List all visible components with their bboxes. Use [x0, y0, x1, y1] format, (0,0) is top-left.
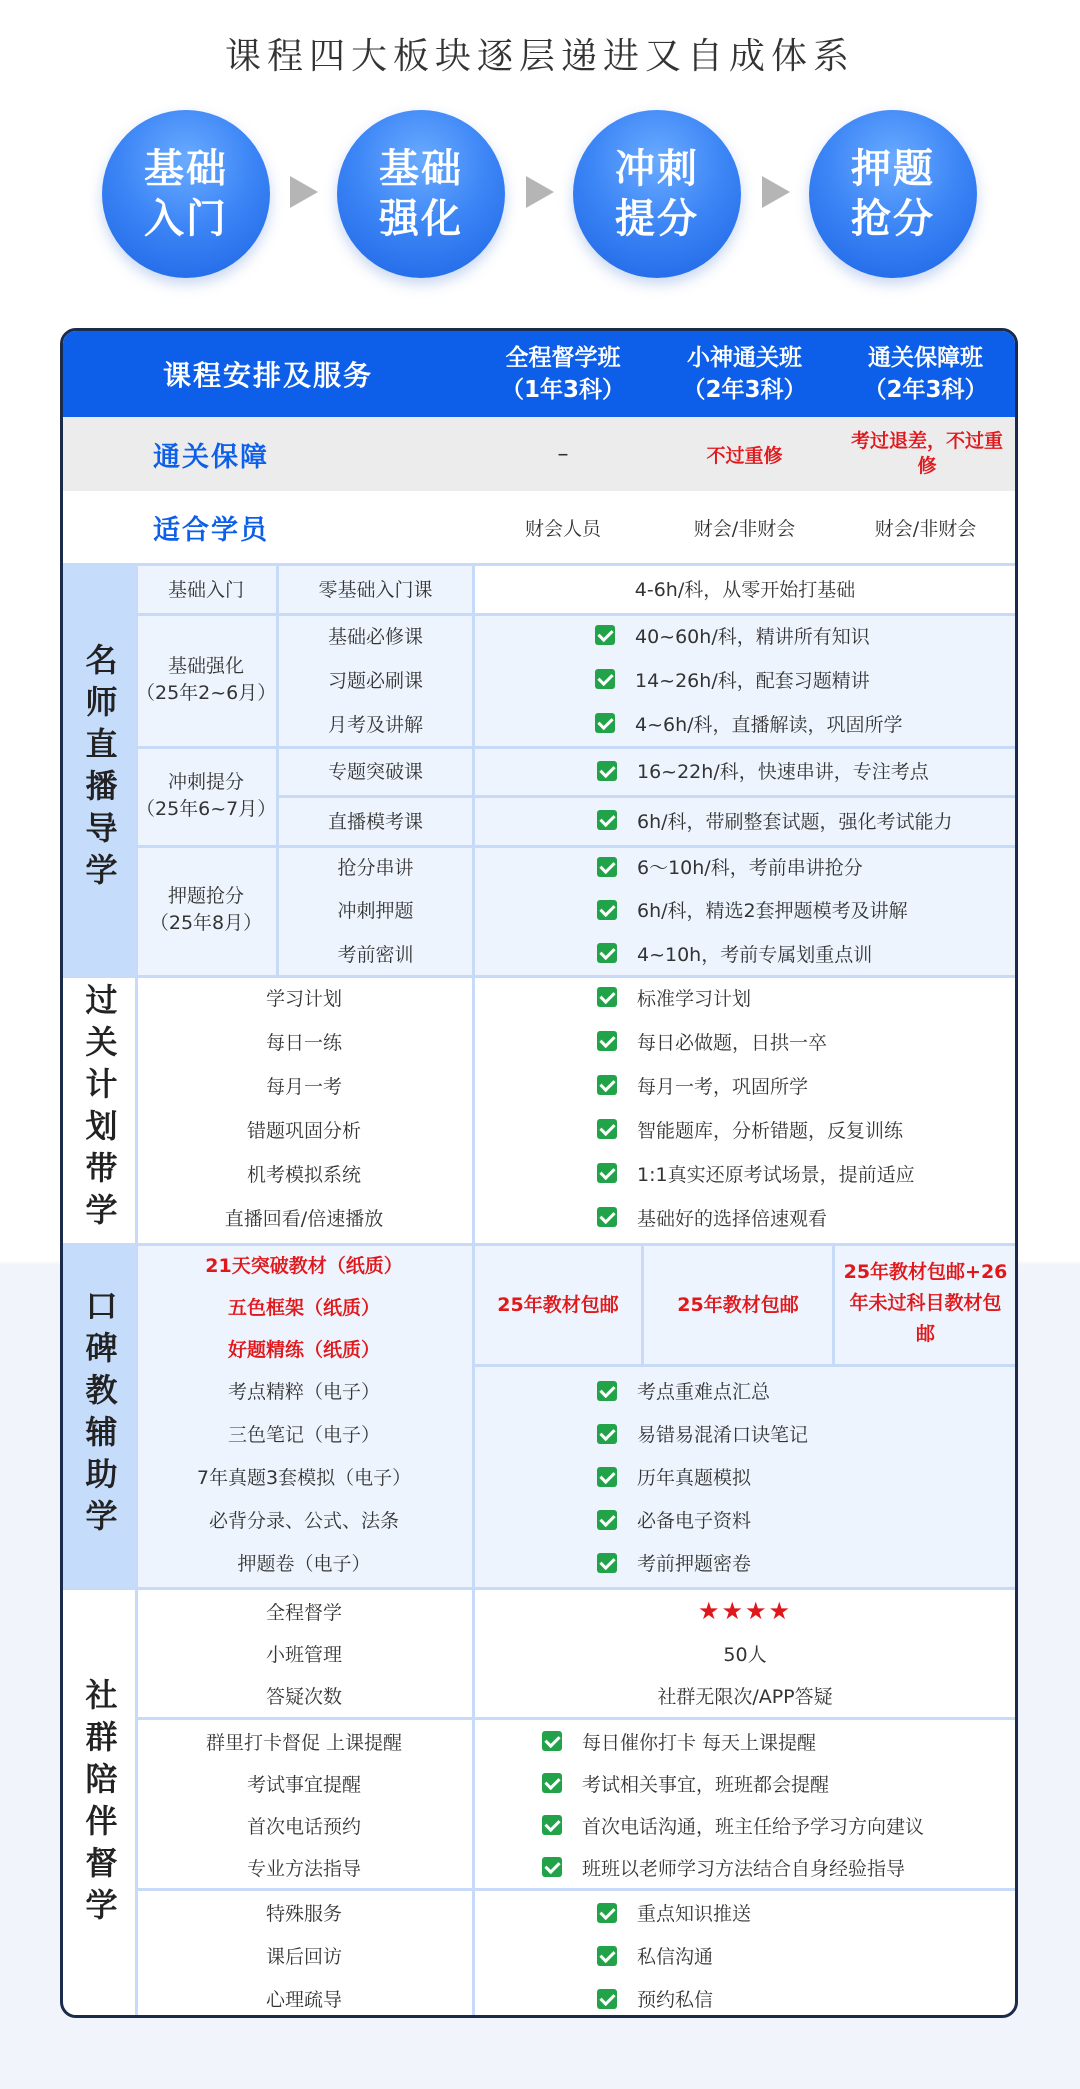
step-line: 基础 — [379, 146, 463, 192]
material-desc: 考点重难点汇总 — [637, 1381, 771, 1403]
course-desc: 40~60h/科，精讲所有知识 — [635, 625, 870, 648]
step-line: 基础 — [144, 146, 228, 192]
header-col2 — [653, 331, 836, 417]
digital-material: 押题卷（电子） — [237, 1553, 371, 1575]
check-icon — [597, 1075, 617, 1095]
service-desc: 首次电话沟通，班主任给予学习方向建议 — [582, 1815, 925, 1838]
paper-material: 好题精练（纸质） — [227, 1338, 380, 1361]
stage-period: （25年2~6月） — [136, 681, 277, 704]
feature-row — [597, 845, 863, 888]
course-table — [60, 328, 1018, 2018]
paper-material: 21天突破教材（纸质） — [205, 1254, 403, 1277]
course-name: 习题必刷课 — [327, 669, 423, 692]
stage-name: 冲刺提分 — [167, 770, 244, 793]
plan-desc: 1:1真实还原考试场景，提前适应 — [637, 1163, 915, 1186]
feature-row — [542, 1804, 924, 1846]
header-title: 课程安排及服务 — [162, 359, 373, 392]
step-line: 抢分 — [851, 196, 935, 242]
feature-row — [597, 1977, 713, 2018]
service-item: 考试事宜提醒 — [246, 1773, 361, 1796]
service-item: 全程督学 — [265, 1601, 342, 1624]
service-desc: 私信沟通 — [637, 1946, 714, 1968]
header-col3 — [836, 331, 1015, 417]
course-name: 直播模考课 — [327, 810, 423, 833]
stage-basic-intro: 基础入门 — [167, 578, 244, 601]
stage-name: 基础强化 — [167, 654, 244, 677]
digital-material: 三色笔记（电子） — [227, 1424, 380, 1446]
service-item: 群里打卡督促 上课提醒 — [205, 1731, 403, 1754]
course-name: 专题突破课 — [327, 761, 423, 783]
feature-row — [597, 888, 908, 931]
col2-name: 小神通关班 — [687, 345, 802, 371]
guarantee-label: 通关保障 — [153, 441, 269, 473]
digital-material: 必背分录、公式、法条 — [208, 1510, 399, 1532]
guarantee-col2: 不过重修 — [706, 444, 783, 467]
feature-row — [597, 1498, 751, 1541]
check-icon — [597, 943, 617, 963]
plan-desc: 每月一考，巩固所学 — [637, 1075, 809, 1098]
feature-row — [597, 975, 751, 1019]
course-name: 抢分串讲 — [337, 857, 414, 879]
feature-row — [597, 1541, 751, 1584]
plan-item: 直播回看/倍速播放 — [224, 1207, 384, 1230]
plan-item: 学习计划 — [265, 987, 342, 1010]
step-line: 强化 — [379, 196, 463, 242]
step-line: 押题 — [851, 146, 935, 192]
star-rating: ★★★★ — [697, 1597, 793, 1625]
feature-row — [597, 1151, 915, 1195]
feature-row — [597, 1369, 770, 1412]
service-desc: 班班以老师学习方法结合自身经验指导 — [582, 1857, 906, 1880]
plan-desc: 基础好的选择倍速观看 — [637, 1207, 828, 1230]
course-name: 考前密训 — [337, 943, 414, 966]
section-study-plan: 过关计划带学 — [80, 983, 119, 1235]
arrow-right-icon — [290, 176, 318, 208]
step-line: 冲刺 — [615, 146, 699, 192]
check-icon — [597, 1424, 617, 1444]
stage-period: （25年8月） — [149, 912, 263, 934]
header-col1 — [473, 331, 653, 417]
col3-name: 通关保障班 — [868, 345, 983, 371]
check-icon — [595, 713, 615, 733]
feature-row — [597, 1934, 713, 1977]
stage-period: （25年6~7月） — [136, 797, 277, 820]
guarantee-col1: – — [557, 441, 569, 467]
service-desc: 考试相关事宜，班班都会提醒 — [582, 1773, 830, 1796]
step-predict — [809, 110, 977, 278]
course-desc: 16~22h/科，快速串讲，专注考点 — [637, 761, 929, 783]
stage-predict — [136, 845, 276, 975]
plan-desc: 每日必做题，日拱一卒 — [637, 1031, 828, 1054]
col1-name: 全程督学班 — [505, 345, 621, 371]
course-desc: 4~10h，考前专属划重点训 — [637, 943, 873, 966]
course-name: 月考及讲解 — [327, 713, 423, 736]
check-icon — [597, 1207, 617, 1227]
check-icon — [542, 1773, 562, 1793]
feature-row — [597, 1891, 751, 1934]
section-materials: 口碑教辅助学 — [80, 1289, 119, 1541]
feature-row — [597, 746, 929, 795]
feature-row — [597, 1195, 827, 1239]
feature-row — [597, 931, 872, 975]
check-icon — [597, 1553, 617, 1573]
section-community: 社群陪伴督学 — [80, 1678, 119, 1930]
service-item: 特殊服务 — [265, 1903, 342, 1925]
course-name: 冲刺押题 — [337, 900, 414, 922]
plan-item: 每月一考 — [265, 1075, 342, 1098]
step-line: 提分 — [615, 196, 699, 242]
feature-row — [597, 1063, 808, 1107]
material-desc: 历年真题模拟 — [637, 1467, 752, 1489]
guarantee-col3: 考过退差，不过重修 — [850, 430, 1003, 477]
course-desc: 6～10h/科，考前串讲抢分 — [637, 857, 863, 879]
service-desc: 重点知识推送 — [637, 1903, 752, 1925]
paper-col3: 25年教材包邮+26年未过科目教材包邮 — [843, 1261, 1008, 1345]
service-item: 小班管理 — [265, 1643, 342, 1666]
feature-row — [542, 1720, 816, 1762]
stage-sprint — [136, 746, 276, 845]
check-icon — [597, 1381, 617, 1401]
feature-row — [597, 1412, 808, 1455]
check-icon — [597, 857, 617, 877]
material-desc: 易错易混淆口诀笔记 — [637, 1424, 809, 1446]
page-title: 课程四大板块逐层递进又自成体系 — [224, 36, 855, 77]
service-item: 首次电话预约 — [246, 1815, 361, 1838]
plan-desc: 智能题库，分析错题，反复训练 — [637, 1119, 904, 1142]
students-col3: 财会/非财会 — [874, 517, 977, 540]
check-icon — [597, 1467, 617, 1487]
col2-sub: （2年3科） — [682, 377, 807, 403]
service-item: 答疑次数 — [265, 1685, 342, 1708]
qa-count: 社群无限次/APP答疑 — [657, 1685, 833, 1708]
feature-row — [597, 1455, 751, 1498]
plan-item: 每日一练 — [265, 1031, 342, 1054]
paper-material: 五色框架（纸质） — [227, 1296, 380, 1319]
step-basic-intro — [102, 110, 270, 278]
plan-desc: 标准学习计划 — [637, 987, 752, 1010]
check-icon — [597, 1163, 617, 1183]
check-icon — [597, 1946, 617, 1966]
course-zero-base: 零基础入门课 — [318, 578, 433, 601]
feature-row — [595, 613, 870, 657]
material-desc: 考前押题密卷 — [637, 1553, 752, 1575]
arrow-right-icon — [762, 176, 790, 208]
check-icon — [597, 1031, 617, 1051]
col1-sub: （1年3科） — [500, 377, 625, 403]
course-name: 基础必修课 — [327, 625, 423, 648]
step-sprint — [573, 110, 741, 278]
check-icon — [597, 1903, 617, 1923]
class-size: 50人 — [723, 1643, 767, 1666]
students-col2: 财会/非财会 — [693, 517, 796, 540]
check-icon — [597, 1119, 617, 1139]
check-icon — [597, 1510, 617, 1530]
plan-item: 机考模拟系统 — [246, 1163, 361, 1186]
digital-material: 考点精粹（电子） — [227, 1381, 380, 1403]
stage-basic-strengthen — [136, 613, 276, 746]
step-line: 入门 — [144, 196, 228, 242]
check-icon — [597, 810, 617, 830]
service-desc: 每日催你打卡 每天上课提醒 — [582, 1731, 817, 1754]
feature-row — [597, 1019, 827, 1063]
plan-item: 错题巩固分析 — [246, 1119, 361, 1142]
course-desc: 6h/科，精选2套押题模考及讲解 — [637, 900, 908, 922]
course-desc: 4-6h/科，从零开始打基础 — [634, 578, 856, 601]
paper-col2: 25年教材包邮 — [677, 1294, 799, 1316]
course-desc: 6h/科，带刷整套试题，强化考试能力 — [637, 810, 953, 833]
col3-sub: （2年3科） — [863, 377, 988, 403]
check-icon — [597, 1989, 617, 2009]
arrow-right-icon — [526, 176, 554, 208]
check-icon — [595, 625, 615, 645]
check-icon — [595, 669, 615, 689]
check-icon — [597, 761, 617, 781]
step-basic-strengthen — [337, 110, 505, 278]
students-label: 适合学员 — [153, 514, 269, 546]
material-desc: 必备电子资料 — [637, 1510, 752, 1532]
feature-row — [542, 1762, 829, 1804]
paper-col1: 25年教材包邮 — [497, 1294, 619, 1316]
service-desc: 预约私信 — [637, 1989, 714, 2011]
check-icon — [597, 900, 617, 920]
service-item: 心理疏导 — [265, 1989, 342, 2011]
check-icon — [597, 987, 617, 1007]
check-icon — [542, 1857, 562, 1877]
check-icon — [542, 1731, 562, 1751]
course-desc: 14~26h/科，配套习题精讲 — [635, 669, 870, 692]
course-desc: 4~6h/科，直播解读，巩固所学 — [635, 713, 903, 736]
feature-row — [595, 701, 903, 745]
stage-name: 押题抢分 — [167, 885, 244, 907]
feature-row — [595, 657, 870, 701]
digital-material: 7年真题3套模拟（电子） — [196, 1467, 412, 1489]
section-live-teaching: 名师直播导学 — [80, 643, 119, 895]
service-item: 专业方法指导 — [246, 1857, 361, 1880]
service-item: 课后回访 — [265, 1946, 342, 1968]
feature-row — [542, 1846, 905, 1888]
feature-row — [597, 1107, 903, 1151]
students-col1: 财会人员 — [524, 517, 601, 540]
feature-row — [597, 795, 953, 845]
check-icon — [542, 1815, 562, 1835]
